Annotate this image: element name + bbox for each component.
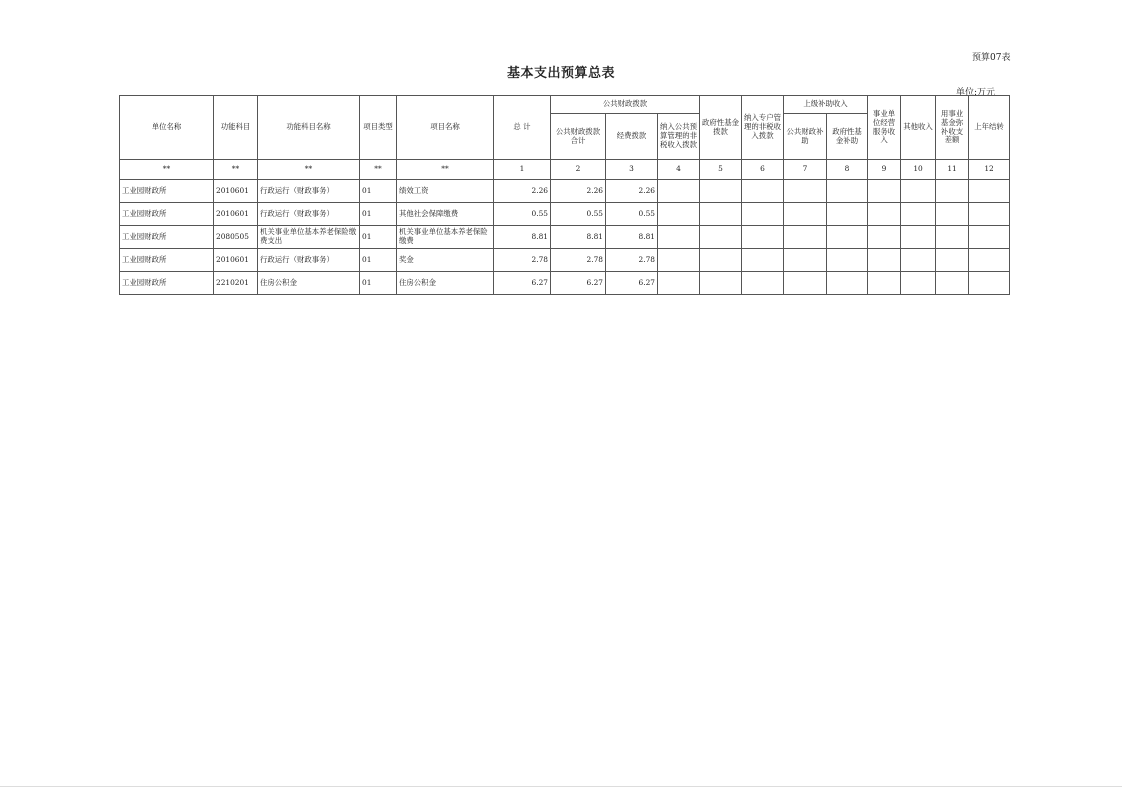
cell-empty bbox=[969, 226, 1010, 249]
cell-empty bbox=[936, 272, 969, 295]
cell-item-type: 01 bbox=[360, 226, 397, 249]
cell-empty bbox=[936, 249, 969, 272]
cell-empty bbox=[742, 203, 784, 226]
cell-operating: 2.78 bbox=[606, 249, 658, 272]
cell-public-sum: 0.55 bbox=[551, 203, 606, 226]
cell-empty bbox=[868, 180, 901, 203]
header-unit-name: 单位名称 bbox=[120, 96, 214, 160]
cell-empty bbox=[742, 272, 784, 295]
cell-public-sum: 8.81 bbox=[551, 226, 606, 249]
cell-operating: 8.81 bbox=[606, 226, 658, 249]
cell-operating: 0.55 bbox=[606, 203, 658, 226]
header-func-name: 功能科目名称 bbox=[258, 96, 360, 160]
cell-item-name: 奖金 bbox=[397, 249, 494, 272]
cell-empty bbox=[901, 203, 936, 226]
cell-empty bbox=[901, 180, 936, 203]
header-item-type: 项目类型 bbox=[360, 96, 397, 160]
header-budget-mgmt-nontax: 纳入公共预算管理的非税收入拨款 bbox=[658, 114, 700, 160]
page-title: 基本支出预算总表 bbox=[506, 66, 615, 81]
cell-empty bbox=[936, 180, 969, 203]
cell-item-type: 01 bbox=[360, 180, 397, 203]
cell-item-name: 住房公积金 bbox=[397, 272, 494, 295]
cell-empty bbox=[658, 272, 700, 295]
cell-unit: 工业园财政所 bbox=[120, 203, 214, 226]
header-total: 总 计 bbox=[494, 96, 551, 160]
header-carryover: 上年结转 bbox=[969, 96, 1010, 160]
cell-item-name: 其他社会保障缴费 bbox=[397, 203, 494, 226]
header-other-income: 其他收入 bbox=[901, 96, 936, 160]
cell-unit: 工业园财政所 bbox=[120, 180, 214, 203]
cell-total: 0.55 bbox=[494, 203, 551, 226]
index-cell: ** bbox=[120, 160, 214, 180]
cell-empty bbox=[784, 272, 827, 295]
cell-empty bbox=[868, 249, 901, 272]
index-cell: 11 bbox=[936, 160, 969, 180]
header-upper-subsidy: 上级补助收入 bbox=[784, 96, 868, 114]
cell-empty bbox=[936, 226, 969, 249]
index-cell: 6 bbox=[742, 160, 784, 180]
header-func-code: 功能科目 bbox=[214, 96, 258, 160]
index-cell: 9 bbox=[868, 160, 901, 180]
index-cell: ** bbox=[258, 160, 360, 180]
cell-empty bbox=[901, 249, 936, 272]
cell-total: 2.78 bbox=[494, 249, 551, 272]
cell-public-sum: 2.78 bbox=[551, 249, 606, 272]
cell-empty bbox=[700, 249, 742, 272]
cell-empty bbox=[969, 249, 1010, 272]
table-row bbox=[120, 272, 1010, 295]
header-fund-offset: 用事业基金弥补收支差额 bbox=[936, 96, 969, 160]
header-gov-fund: 政府性基金拨款 bbox=[700, 96, 742, 160]
index-cell: 10 bbox=[901, 160, 936, 180]
cell-item-name: 绩效工资 bbox=[397, 180, 494, 203]
header-business-income: 事业单位经营服务收入 bbox=[868, 96, 901, 160]
table-row bbox=[120, 203, 1010, 226]
cell-unit: 工业园财政所 bbox=[120, 272, 214, 295]
cell-item-type: 01 bbox=[360, 249, 397, 272]
index-cell: 4 bbox=[658, 160, 700, 180]
header-public-subsidy: 公共财政补助 bbox=[784, 114, 827, 160]
cell-func-code: 2010601 bbox=[214, 249, 258, 272]
cell-func-code: 2010601 bbox=[214, 203, 258, 226]
cell-empty bbox=[742, 226, 784, 249]
cell-empty bbox=[827, 203, 868, 226]
cell-total: 6.27 bbox=[494, 272, 551, 295]
header-operating-fund: 经费拨款 bbox=[606, 114, 658, 160]
cell-item-name: 机关事业单位基本养老保险缴费 bbox=[397, 226, 494, 249]
cell-func-name: 机关事业单位基本养老保险缴费支出 bbox=[258, 226, 360, 249]
cell-public-sum: 6.27 bbox=[551, 272, 606, 295]
table-row bbox=[120, 180, 1010, 203]
cell-empty bbox=[969, 272, 1010, 295]
cell-item-type: 01 bbox=[360, 272, 397, 295]
cell-operating: 6.27 bbox=[606, 272, 658, 295]
cell-func-name: 行政运行（财政事务） bbox=[258, 203, 360, 226]
index-cell: 12 bbox=[969, 160, 1010, 180]
cell-func-code: 2010601 bbox=[214, 180, 258, 203]
cell-operating: 2.26 bbox=[606, 180, 658, 203]
index-cell: 5 bbox=[700, 160, 742, 180]
cell-empty bbox=[868, 203, 901, 226]
cell-unit: 工业园财政所 bbox=[120, 226, 214, 249]
cell-empty bbox=[658, 226, 700, 249]
cell-func-code: 2080505 bbox=[214, 226, 258, 249]
index-cell: ** bbox=[214, 160, 258, 180]
header-special-nontax: 纳入专户管理的非税收入拨款 bbox=[742, 96, 784, 160]
cell-empty bbox=[784, 249, 827, 272]
index-cell: 3 bbox=[606, 160, 658, 180]
cell-empty bbox=[700, 180, 742, 203]
cell-empty bbox=[868, 226, 901, 249]
index-cell: 2 bbox=[551, 160, 606, 180]
cell-func-name: 住房公积金 bbox=[258, 272, 360, 295]
cell-func-name: 行政运行（财政事务） bbox=[258, 180, 360, 203]
cell-empty bbox=[784, 180, 827, 203]
cell-public-sum: 2.26 bbox=[551, 180, 606, 203]
index-cell: 7 bbox=[784, 160, 827, 180]
cell-empty bbox=[784, 226, 827, 249]
cell-empty bbox=[827, 272, 868, 295]
form-number: 预算07表 bbox=[972, 53, 1011, 63]
cell-empty bbox=[658, 180, 700, 203]
cell-func-name: 行政运行（财政事务） bbox=[258, 249, 360, 272]
cell-empty bbox=[658, 203, 700, 226]
cell-empty bbox=[742, 180, 784, 203]
budget-table bbox=[119, 95, 1010, 295]
cell-empty bbox=[742, 249, 784, 272]
cell-empty bbox=[700, 226, 742, 249]
index-cell: 1 bbox=[494, 160, 551, 180]
column-index-row bbox=[120, 160, 1010, 180]
cell-empty bbox=[658, 249, 700, 272]
index-cell: 8 bbox=[827, 160, 868, 180]
cell-total: 8.81 bbox=[494, 226, 551, 249]
cell-total: 2.26 bbox=[494, 180, 551, 203]
unit-label: 单位:万元 bbox=[956, 88, 996, 98]
cell-unit: 工业园财政所 bbox=[120, 249, 214, 272]
table-row bbox=[120, 226, 1010, 249]
index-cell: ** bbox=[360, 160, 397, 180]
cell-empty bbox=[784, 203, 827, 226]
header-gov-fund-subsidy: 政府性基金补助 bbox=[827, 114, 868, 160]
cell-empty bbox=[827, 180, 868, 203]
header-public-fiscal-sum: 公共财政拨款合计 bbox=[551, 114, 606, 160]
header-public-fiscal: 公共财政拨款 bbox=[551, 96, 700, 114]
cell-empty bbox=[901, 272, 936, 295]
cell-empty bbox=[700, 272, 742, 295]
table-row bbox=[120, 249, 1010, 272]
scan-edge-line bbox=[0, 786, 1122, 787]
cell-item-type: 01 bbox=[360, 203, 397, 226]
cell-empty bbox=[868, 272, 901, 295]
cell-empty bbox=[700, 203, 742, 226]
cell-empty bbox=[969, 180, 1010, 203]
cell-empty bbox=[969, 203, 1010, 226]
cell-empty bbox=[827, 249, 868, 272]
cell-empty bbox=[827, 226, 868, 249]
cell-empty bbox=[936, 203, 969, 226]
header-item-name: 项目名称 bbox=[397, 96, 494, 160]
cell-empty bbox=[901, 226, 936, 249]
cell-func-code: 2210201 bbox=[214, 272, 258, 295]
index-cell: ** bbox=[397, 160, 494, 180]
